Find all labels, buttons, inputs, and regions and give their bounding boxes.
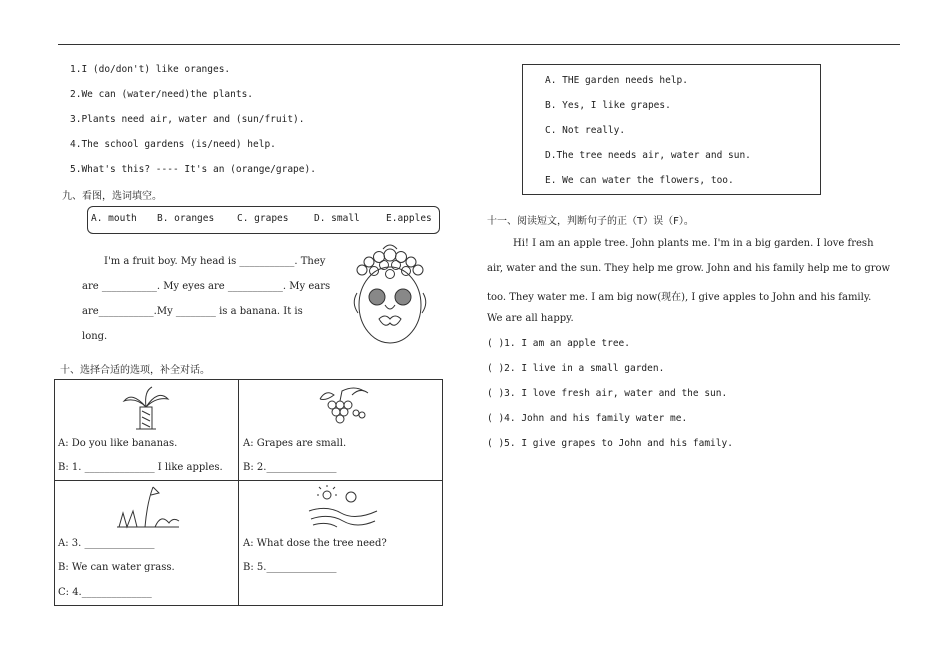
statement-1: ( )1. I am an apple tree. [487,338,630,349]
passage-line-3: too. They water me. I am big now(现在), I give apples to John and his family. [487,292,872,303]
dialog-3-line-a: A: 3. ______________ [58,538,155,549]
part9-line-2: are ___________. My eyes are ___________. My ears [82,281,331,292]
word-bank-option-d: D. small [314,213,360,224]
banana-tree-image [122,385,170,431]
part8-item-3: 3.Plants need air, water and (sun/fruit). [70,114,305,125]
part9-line-1: I'm a fruit boy. My head is ___________. They [104,256,326,267]
dialog-2-line-a: A: Grapes are small. [243,438,347,449]
part9-heading: 九、看图，选词填空。 [62,191,162,202]
dialog-3-line-c: C: 4.______________ [58,587,152,598]
answer-option-e: E. We can water the flowers, too. [545,175,734,186]
part8-item-2: 2.We can (water/need)the plants. [70,89,254,100]
statement-2: ( )2. I live in a small garden. [487,363,665,374]
statement-3: ( )3. I love fresh air, water and the sun. [487,388,728,399]
answer-option-b: B. Yes, I like grapes. [545,100,671,111]
word-bank-option-c: C. grapes [237,213,289,224]
answer-option-c: C. Not really. [545,125,626,136]
part8-item-5: 5.What's this? ---- It's an (orange/grape). [70,164,316,175]
dialog-2-line-b: B: 2.______________ [243,462,337,473]
part8-item-4: 4.The school gardens (is/need) help. [70,139,276,150]
part10-heading: 十、选择合适的选项，补全对话。 [60,365,210,376]
dialog-1-line-a: A: Do you like bananas. [58,438,178,449]
grass-water-image [115,483,181,529]
passage-line-2: air, water and the sun. They help me grow. John and his family help me to grow [487,263,891,274]
passage-line-4: We are all happy. [487,313,574,324]
statement-5: ( )5. I give grapes to John and his family. [487,438,733,449]
word-bank-option-e: E.apples [386,213,432,224]
answer-option-d: D.The tree needs air, water and sun. [545,150,751,161]
dialog-4-line-a: A: What dose the tree need? [243,538,387,549]
statement-4: ( )4. John and his family water me. [487,413,688,424]
part9-line-4: long. [82,331,108,342]
word-bank-option-b: B. oranges [157,213,215,224]
word-bank-option-a: A. mouth [91,213,137,224]
answer-option-a: A. THE garden needs help. [545,75,688,86]
dialog-4-line-b: B: 5.______________ [243,562,337,573]
part8-item-1: 1.I (do/don't) like oranges. [70,64,231,75]
grapes-image [312,383,370,427]
passage-line-1: Hi! I am an apple tree. John plants me. I'm in a big garden. I love fresh [513,238,874,249]
dialog-3-line-b: B: We can water grass. [58,562,175,573]
dialog-1-line-b: B: 1. ______________ I like apples. [58,462,223,473]
fruit-boy-face-image [349,243,431,345]
part9-line-3: are___________.My ________ is a banana. It is [82,306,303,317]
sun-river-image [307,485,379,529]
part11-heading: 十一、阅读短文，判断句子的正（T）误（F）。 [487,216,694,227]
top-rule [58,44,900,45]
